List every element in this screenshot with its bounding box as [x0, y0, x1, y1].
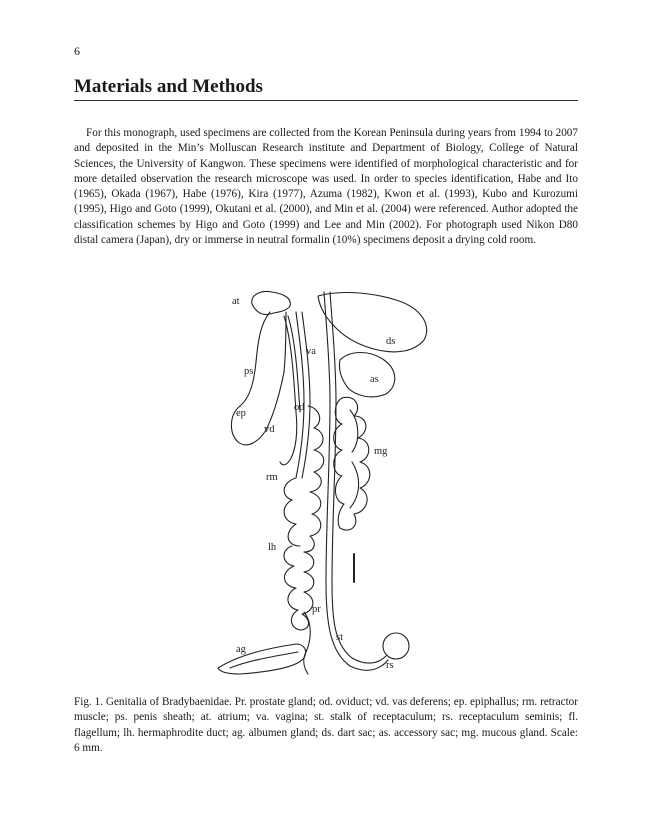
genitalia-drawing: [200, 282, 450, 682]
label-rm: rm: [266, 472, 278, 483]
label-vd: vd: [264, 424, 275, 435]
label-mg: mg: [374, 446, 388, 457]
label-lh: lh: [268, 542, 277, 553]
label-ps: ps: [244, 366, 254, 377]
label-ep: ep: [236, 408, 246, 419]
oviduct-shape: [308, 406, 324, 492]
hermaphrodite-duct-shape: [284, 546, 300, 630]
penis-sheath-shape: [231, 312, 286, 445]
atrium-shape: [252, 292, 291, 315]
prostate-shape: [304, 612, 310, 674]
vas-deferens-shape: [280, 316, 297, 465]
genitalia-figure: [200, 282, 450, 682]
dart-sac-shape: [318, 293, 427, 352]
label-ds: ds: [386, 336, 396, 347]
body-paragraph: For this monograph, used specimens are collected from the Korean Peninsula during years from 1994 to 2007 and deposited in the Min’s Molluscan Research institute and Department of Biology, College of Natural Sciences, the University of Kangwon. These specimens were identified of morphological characteristic and for more detailed observation the research microscope was used. In order to species identification, Habe and Ito (1965), Okada (1967), Habe (1976), Kira (1977), Azuma (1982), Kwon et al. (1993), Kubo and Kurozumi (1995), Higo and Goto (1999), Okutani et al. (2000), and Min et al. (2004) were referenced. Author adopted the classification schemes by Higo and Goto (1999) and Lee and Min (2002). For photograph used Nikon D80 distal camera (Japan), dry or immerse in neutral formalin (10%) specimens deposit a drying cold room.: [74, 127, 578, 247]
vagina-shape: [296, 312, 304, 478]
label-st: st: [336, 632, 344, 643]
label-pr: pr: [312, 604, 321, 615]
accessory-sac-shape: [339, 353, 394, 397]
label-at: at: [232, 296, 240, 307]
label-ag: ag: [236, 644, 246, 655]
label-va: va: [306, 346, 316, 357]
section-title: Materials and Methods: [74, 76, 578, 101]
label-od: od: [294, 402, 305, 413]
page-number: 6: [74, 44, 80, 58]
label-as: as: [370, 374, 379, 385]
label-rs: rs: [386, 660, 394, 671]
figure-caption: Fig. 1. Genitalia of Bradybaenidae. Pr. prostate gland; od. oviduct; vd. vas deferens; ep. epiphallus; rm. retractor muscle; ps. penis sheath; at. atrium; va. vagina; st. stalk of receptaculum; rs. receptaculum seminis; fl. flagellum; lh. hermaphrodite duct; ag. albumen gland; ds. dart sac; as. accessory sac; mg. mucous gland. Scale: 6 mm.: [74, 696, 578, 755]
receptaculum-shape: [383, 633, 409, 659]
